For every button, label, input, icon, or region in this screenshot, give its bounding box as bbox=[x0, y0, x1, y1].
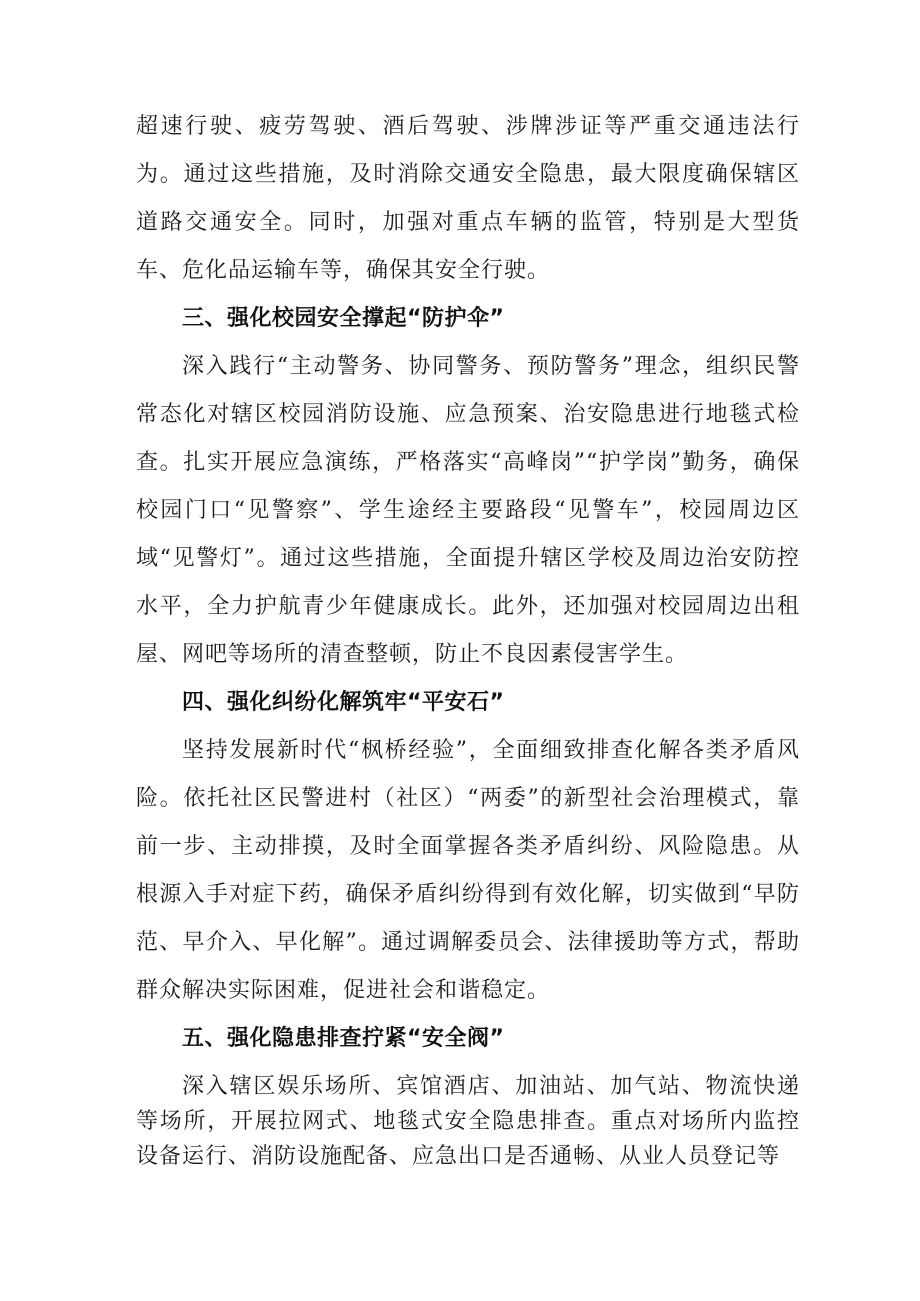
paragraph-hazard-inspection: 深入辖区娱乐场所、宾馆酒店、加油站、加气站、物流快递等场所，开展拉网式、地毯式安全隐患排查。重点对场所内监控设备运行、消防设施配备、应急出口是否通畅、从业人员登记等 bbox=[136, 1074, 800, 1169]
section-heading-dispute-resolution: 四、强化纠纷化解筑牢“平安石” bbox=[182, 690, 505, 715]
section-heading-campus-safety: 三、强化校园安全撑起“防护伞” bbox=[182, 306, 505, 331]
paragraph-dispute-resolution: 坚持发展新时代“枫桥经验”，全面细致排查化解各类矛盾风险。依托社区民警进村（社区）“两委”的新型社会治理模式，靠前一步、主动排摸，及时全面掌握各类矛盾纠纷、风险隐患。从根源入手对症下药，确保矛盾纠纷得到有效化解，切实做到“早防范、早介入、早化解”。通过调解委员会、法律援助等方式，帮助群众解决实际困难，促进社会和谐稳定。 bbox=[136, 738, 800, 1003]
paragraph-campus-safety: 深入践行“主动警务、协同警务、预防警务”理念，组织民警常态化对辖区校园消防设施、应急预案、治安隐患进行地毯式检查。扎实开展应急演练，严格落实“高峰岗”“护学岗”勤务，确保校园门口“见警察”、学生途经主要路段“见警车”，校园周边区域“见警灯”。通过这些措施，全面提升辖区学校及周边治安防控水平，全力护航青少年健康成长。此外，还加强对校园周边出租屋、网吧等场所的清查整顿，防止不良因素侵害学生。 bbox=[136, 354, 800, 667]
paragraph-traffic-continued: 超速行驶、疲劳驾驶、酒后驾驶、涉牌涉证等严重交通违法行为。通过这些措施，及时消除交通安全隐患，最大限度确保辖区道路交通安全。同时，加强对重点车辆的监管，特别是大型货车、危化品运输车等，确保其安全行驶。 bbox=[136, 114, 800, 283]
section-heading-hazard-inspection: 五、强化隐患排查拧紧“安全阀” bbox=[182, 1026, 505, 1051]
